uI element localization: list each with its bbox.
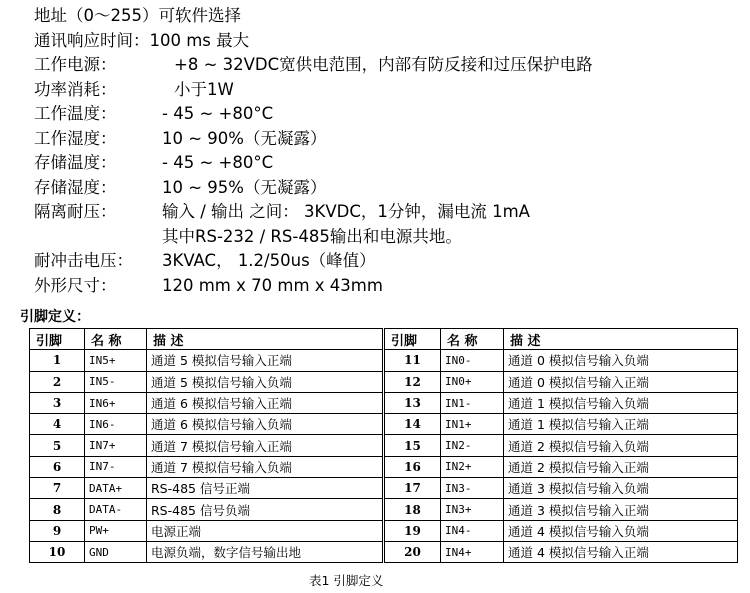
pin-number: 4 [30, 414, 85, 435]
pin-number: 18 [384, 499, 441, 520]
pin-description: 通道 6 模拟信号输入正端 [147, 392, 384, 413]
spec-value: 10 ~ 90%（无凝露） [162, 128, 327, 148]
pin-name: IN5- [85, 371, 147, 392]
pin-number: 19 [384, 520, 441, 541]
pin-number: 20 [384, 541, 441, 562]
pin-description: 通道 0 模拟信号输入正端 [504, 371, 738, 392]
pin-description: 通道 3 模拟信号输入负端 [504, 478, 738, 499]
header-name-2: 名 称 [441, 329, 504, 350]
pin-name: IN1+ [441, 414, 504, 435]
pin-number: 9 [30, 520, 85, 541]
table-row [30, 541, 738, 562]
pin-description: 电源负端，数字信号输出地 [147, 541, 384, 562]
pin-name: IN4+ [441, 541, 504, 562]
pin-number: 11 [384, 350, 441, 371]
pin-description: 通道 5 模拟信号输入正端 [147, 350, 384, 371]
spec-value: - 45 ~ +80°C [162, 104, 274, 123]
spec-label: 工作电源： [34, 55, 117, 74]
pin-number: 13 [384, 392, 441, 413]
pin-number: 2 [30, 371, 85, 392]
table-row [30, 499, 738, 520]
spec-row [34, 200, 734, 225]
pin-description: 通道 1 模拟信号输入负端 [504, 392, 738, 413]
pin-definition-heading: 引脚定义： [20, 309, 90, 325]
spec-value: 其中RS-232 / RS-485输出和电源共地。 [162, 226, 462, 246]
pin-name: IN2- [441, 435, 504, 456]
spec-value: +8 ~ 32VDC宽供电范围，内部有防反接和过压保护电路 [174, 55, 593, 74]
spec-row [34, 4, 734, 29]
pin-description: 通道 5 模拟信号输入负端 [147, 371, 384, 392]
header-description: 描 述 [147, 329, 384, 350]
spec-label: 存储湿度： [34, 177, 117, 197]
spec-label: 工作湿度： [34, 128, 117, 148]
pin-description: 通道 3 模拟信号输入正端 [504, 499, 738, 520]
table-row [30, 520, 738, 541]
spec-row [34, 151, 734, 176]
spec-label: 存储温度： [34, 153, 117, 172]
pin-name: IN6- [85, 414, 147, 435]
spec-row [34, 249, 734, 274]
pin-description: 通道 2 模拟信号输入负端 [504, 435, 738, 456]
header-description-2: 描 述 [504, 329, 738, 350]
pin-table-header-row [30, 329, 738, 350]
pin-number: 3 [30, 392, 85, 413]
pin-name: IN0+ [441, 371, 504, 392]
pin-number: 16 [384, 456, 441, 477]
spec-row [34, 274, 734, 299]
spec-label: 隔离耐压： [34, 202, 117, 221]
pin-number: 10 [30, 541, 85, 562]
pin-name: DATA- [85, 499, 147, 520]
pin-name: DATA+ [85, 478, 147, 499]
pin-description: 通道 0 模拟信号输入负端 [504, 350, 738, 371]
table-caption: 表1 引脚定义 [309, 573, 384, 588]
pin-name: IN4- [441, 520, 504, 541]
spec-row [34, 78, 734, 103]
spec-value: 3KVAC， 1.2/50us（峰值） [162, 251, 376, 270]
spec-value: 小于1W [174, 79, 234, 99]
pin-description: 通道 4 模拟信号输入负端 [504, 520, 738, 541]
pin-description: 通道 1 模拟信号输入正端 [504, 414, 738, 435]
spec-value: - 45 ~ +80°C [162, 153, 274, 172]
pin-name: IN7- [85, 456, 147, 477]
pin-name: PW+ [85, 520, 147, 541]
spec-value: 120 mm x 70 mm x 43mm [162, 275, 383, 295]
table-row [30, 456, 738, 477]
pin-name: IN2+ [441, 456, 504, 477]
spec-row [34, 102, 734, 127]
table-row [30, 350, 738, 371]
header-pin-2: 引脚 [384, 329, 441, 350]
pin-name: IN3+ [441, 499, 504, 520]
pin-number: 7 [30, 478, 85, 499]
spec-label: 功率消耗： [34, 79, 117, 99]
pin-number: 14 [384, 414, 441, 435]
spec-row [34, 29, 734, 54]
spec-row [34, 176, 734, 201]
pin-number: 8 [30, 499, 85, 520]
pin-description: 通道 7 模拟信号输入正端 [147, 435, 384, 456]
pin-description: 通道 6 模拟信号输入负端 [147, 414, 384, 435]
pin-description: RS-485 信号负端 [147, 499, 384, 520]
spec-value: 10 ~ 95%（无凝露） [162, 177, 327, 197]
pin-number: 6 [30, 456, 85, 477]
pin-name: IN7+ [85, 435, 147, 456]
pin-name: GND [85, 541, 147, 562]
table-row [30, 478, 738, 499]
pin-table [29, 328, 738, 563]
spec-label: 耐冲击电压： [34, 251, 133, 270]
table-row [30, 414, 738, 435]
pin-description: 通道 2 模拟信号输入正端 [504, 456, 738, 477]
pin-number: 1 [30, 350, 85, 371]
table-row [30, 392, 738, 413]
spec-row [34, 225, 734, 250]
pin-description: 通道 7 模拟信号输入负端 [147, 456, 384, 477]
spec-row [34, 53, 734, 78]
spec-label: 地址（0～255）可软件选择 [34, 6, 241, 25]
spec-row [34, 127, 734, 152]
pin-name: IN0- [441, 350, 504, 371]
pin-number: 12 [384, 371, 441, 392]
spec-value: 输入 / 输出 之间： 3KVDC，1分钟，漏电流 1mA [162, 202, 530, 221]
pin-number: 5 [30, 435, 85, 456]
pin-name: IN6+ [85, 392, 147, 413]
pin-description: RS-485 信号正端 [147, 478, 384, 499]
spec-label: 工作温度： [34, 104, 117, 123]
pin-description: 电源正端 [147, 520, 384, 541]
pin-number: 17 [384, 478, 441, 499]
header-pin: 引脚 [30, 329, 85, 350]
table-row [30, 435, 738, 456]
header-name: 名 称 [85, 329, 147, 350]
pin-number: 15 [384, 435, 441, 456]
pin-name: IN3- [441, 478, 504, 499]
spec-list [34, 4, 734, 298]
pin-description: 通道 4 模拟信号输入正端 [504, 541, 738, 562]
spec-label: 外形尺寸： [34, 275, 117, 295]
pin-name: IN5+ [85, 350, 147, 371]
spec-label: 通讯响应时间：100 ms 最大 [34, 30, 250, 50]
pin-name: IN1- [441, 392, 504, 413]
table-row [30, 371, 738, 392]
